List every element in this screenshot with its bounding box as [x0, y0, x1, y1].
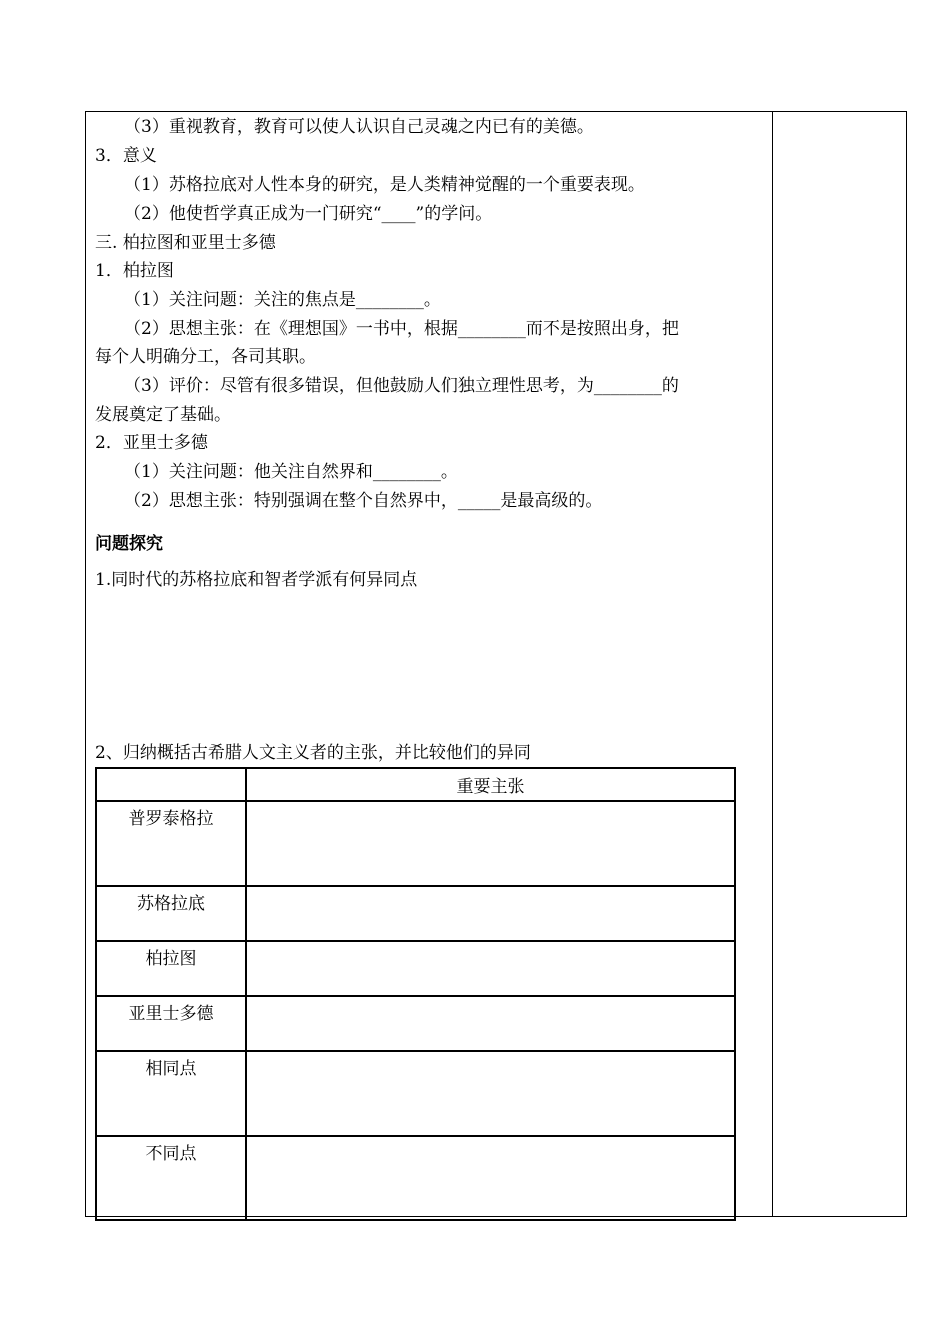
- text-line: （2）他使哲学真正成为一门研究“____”的学问。: [124, 204, 493, 224]
- answer-cell[interactable]: [246, 1136, 735, 1220]
- text-line: 2．亚里士多德: [95, 433, 208, 453]
- answer-cell[interactable]: [246, 886, 735, 941]
- table-header: 重要主张: [246, 768, 735, 801]
- text-line: 发展奠定了基础。: [95, 405, 231, 425]
- table-header-row: [96, 768, 735, 801]
- text-line: 3．意义: [95, 146, 157, 166]
- text-line: （3）重视教育，教育可以使人认识自己灵魂之内已有的美德。: [124, 117, 594, 137]
- row-label: 不同点: [96, 1136, 246, 1220]
- question-1: 1.同时代的苏格拉底和智者学派有何异同点: [95, 570, 418, 590]
- comparison-table: [95, 767, 736, 1221]
- table-row: [96, 886, 735, 941]
- table-header-empty: [96, 768, 246, 801]
- answer-cell[interactable]: [246, 941, 735, 996]
- table-row: [96, 996, 735, 1051]
- table-row: [96, 801, 735, 886]
- table-row: [96, 1136, 735, 1220]
- table-row: [96, 941, 735, 996]
- row-label: 亚里士多德: [96, 996, 246, 1051]
- table-row: [96, 1051, 735, 1136]
- text-line: （1）苏格拉底对人性本身的研究，是人类精神觉醒的一个重要表现。: [124, 175, 645, 195]
- row-label: 普罗泰格拉: [96, 801, 246, 886]
- section-title: 问题探究: [95, 534, 163, 554]
- row-label: 柏拉图: [96, 941, 246, 996]
- text-line: （2）思想主张：在《理想国》一书中，根据________而不是按照出身，把: [124, 319, 679, 339]
- row-label: 相同点: [96, 1051, 246, 1136]
- text-line: （2）思想主张：特别强调在整个自然界中，_____是最高级的。: [124, 491, 603, 511]
- text-line: （1）关注问题：他关注自然界和________。: [124, 462, 458, 482]
- question-2: 2、归纳概括古希腊人文主义者的主张，并比较他们的异同: [95, 743, 531, 763]
- text-line: （1）关注问题：关注的焦点是________。: [124, 290, 441, 310]
- column-divider: [772, 111, 773, 1217]
- text-line: 1．柏拉图: [95, 261, 174, 281]
- answer-cell[interactable]: [246, 996, 735, 1051]
- row-label: 苏格拉底: [96, 886, 246, 941]
- answer-cell[interactable]: [246, 801, 735, 886]
- text-line: 三. 柏拉图和亚里士多德: [95, 233, 276, 253]
- text-line: （3）评价：尽管有很多错误，但他鼓励人们独立理性思考，为________的: [124, 376, 679, 396]
- answer-cell[interactable]: [246, 1051, 735, 1136]
- text-line: 每个人明确分工，各司其职。: [95, 347, 316, 367]
